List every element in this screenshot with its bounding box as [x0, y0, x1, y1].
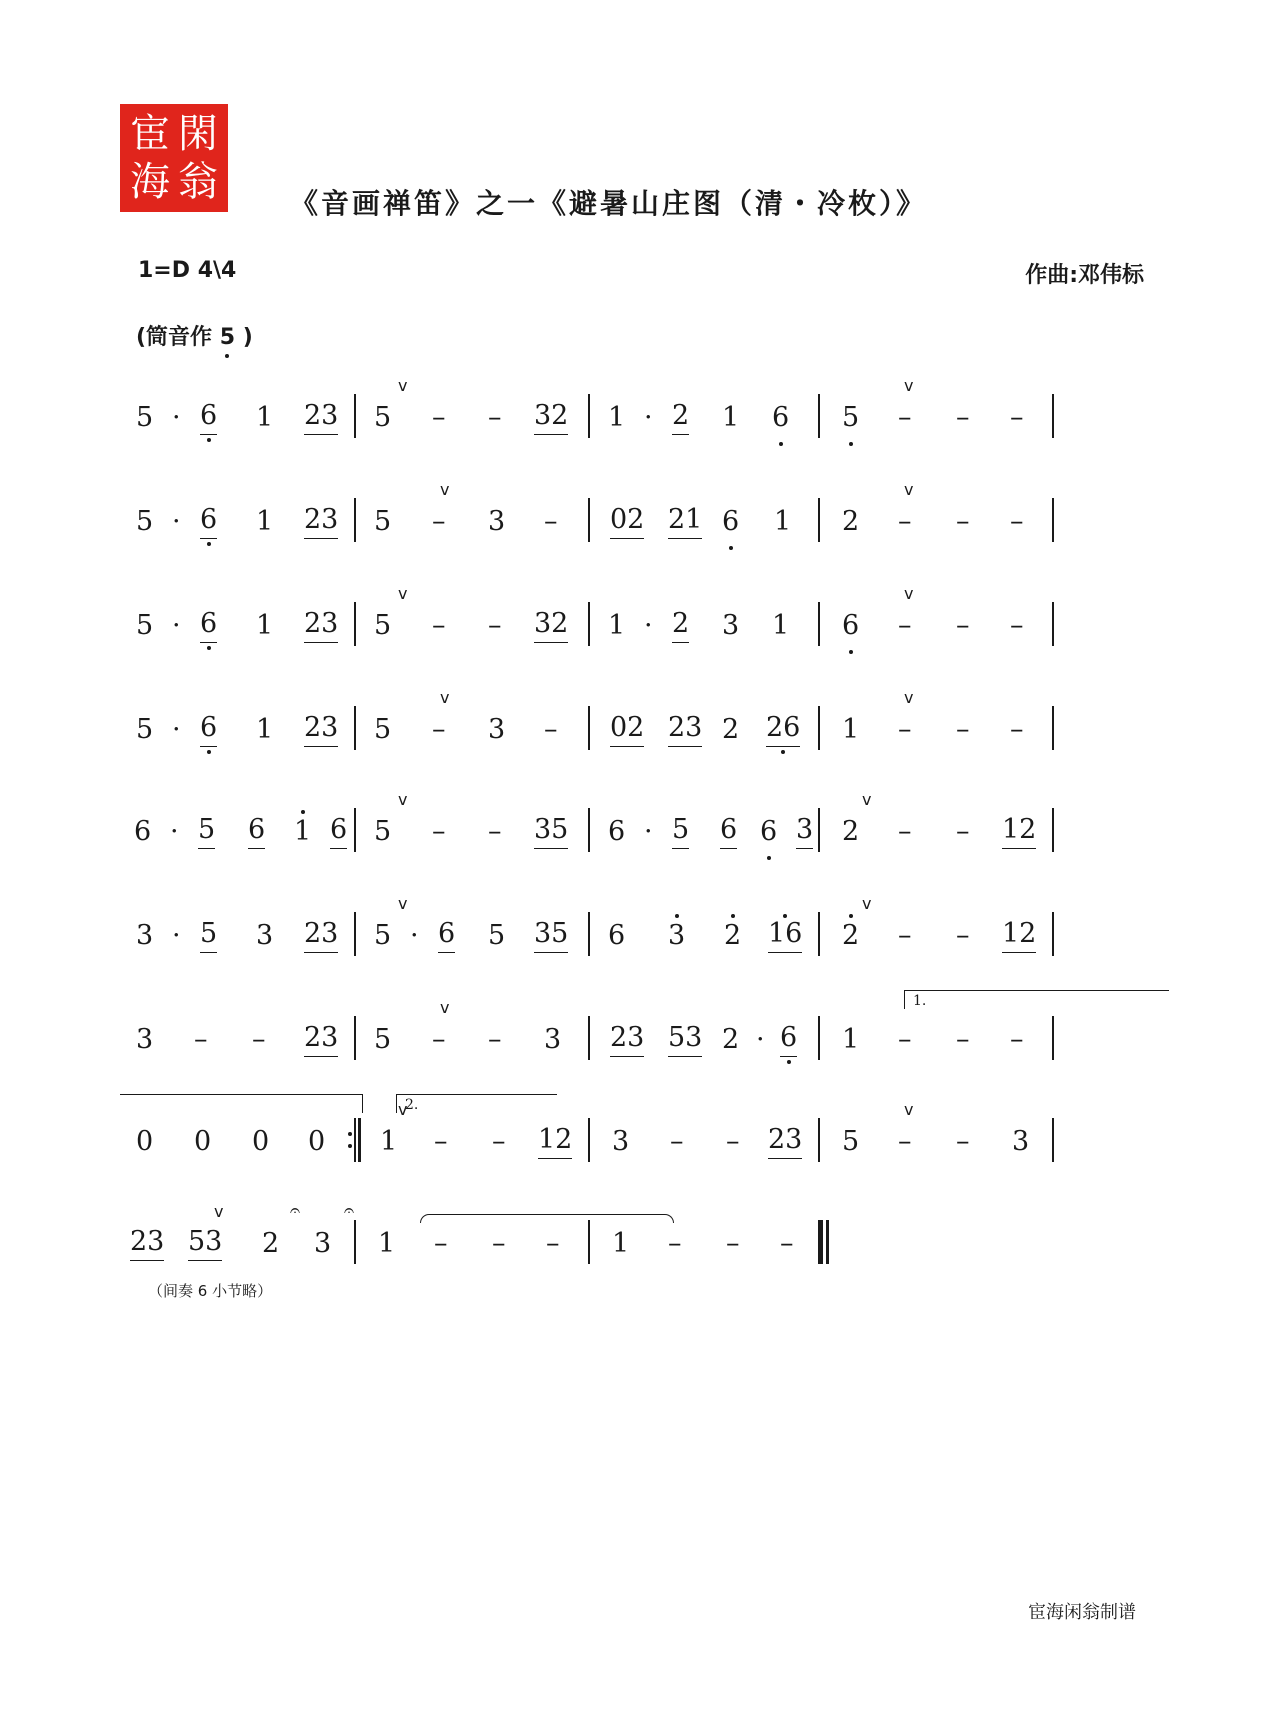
score-note: – [1010, 402, 1024, 433]
seal-char: 宦 [130, 111, 170, 157]
score-line [130, 710, 1160, 770]
bar-line [354, 602, 356, 646]
repeat-end-sign [348, 1118, 360, 1162]
score-note: 5 [374, 714, 392, 745]
score-note: 1 [612, 1228, 630, 1259]
score-note: – [956, 1126, 970, 1157]
score-note: 6 [200, 398, 217, 435]
score-note: 1 [722, 402, 740, 433]
score-note: 32 [534, 398, 568, 435]
bar-line [818, 1118, 820, 1162]
breath-mark: v [398, 584, 408, 603]
low-octave-dot [207, 438, 211, 442]
seal-stamp [120, 104, 228, 212]
score-note: 2 [262, 1228, 280, 1259]
breath-mark: v [398, 1100, 408, 1119]
score-note: 3 [796, 812, 813, 849]
page-title: 《音画禅笛》之一《避暑山庄图（清・冷枚）》 [290, 187, 928, 220]
score-note: 5 [842, 1126, 860, 1157]
score-note: 5 [136, 402, 154, 433]
score-note: – [956, 920, 970, 951]
bar-line [1052, 394, 1054, 438]
score-note: 0 [194, 1126, 212, 1157]
score-note: 6 [200, 606, 217, 643]
breath-mark: v [862, 894, 872, 913]
score-note: 23 [130, 1224, 164, 1261]
low-octave-dot [787, 1060, 791, 1064]
bar-line [1052, 808, 1054, 852]
high-octave-dot [675, 914, 679, 918]
score-note: · [170, 816, 179, 847]
score-note: 6 [720, 812, 737, 849]
fermata-icon: 𝄐 [290, 1200, 301, 1221]
score-note: – [668, 1228, 682, 1259]
score-note: 5 [488, 920, 506, 951]
score-note: 5 [374, 506, 392, 537]
score-note: 23 [304, 1020, 338, 1057]
score-note: 6 [608, 920, 626, 951]
bar-line [1052, 498, 1054, 542]
score-note: – [488, 610, 502, 641]
score-note: – [1010, 506, 1024, 537]
low-octave-dot [781, 750, 785, 754]
score-note: 3 [136, 920, 154, 951]
score-note: – [492, 1126, 506, 1157]
score-note: 5 [200, 916, 217, 953]
breath-mark: v [440, 480, 450, 499]
bar-line [818, 706, 820, 750]
score-note: 35 [534, 916, 568, 953]
score-note: – [956, 714, 970, 745]
score-note: 5 [136, 506, 154, 537]
score-note: – [546, 1228, 560, 1259]
score-note: – [956, 1024, 970, 1055]
score-note: – [898, 816, 912, 847]
score-note: 12 [1002, 916, 1036, 953]
score-note: 6 [772, 398, 789, 438]
score-note: – [1010, 714, 1024, 745]
score-line [130, 812, 1160, 872]
score-note: – [488, 816, 502, 847]
score-note: 32 [534, 606, 568, 643]
score-note: 6 [780, 1020, 797, 1057]
bar-line [588, 912, 590, 956]
tie-arc [420, 1214, 674, 1223]
score-note: 02 [610, 502, 644, 539]
score-note: – [432, 816, 446, 847]
tube-prefix: (筒音作 [136, 325, 213, 350]
score-note: · [172, 402, 181, 433]
score-note: 1 [608, 610, 626, 641]
score-note: 23 [304, 606, 338, 643]
score-note: – [488, 1024, 502, 1055]
bar-line [588, 602, 590, 646]
score-note: 1 [842, 1024, 860, 1055]
score-note: · [644, 402, 653, 433]
low-octave-dot [849, 442, 853, 446]
breath-mark: v [398, 790, 408, 809]
score-note: – [898, 1024, 912, 1055]
score-line [130, 502, 1160, 562]
score-note: 6 [134, 816, 152, 847]
score-note: 2 [672, 606, 689, 643]
breath-mark: v [904, 584, 914, 603]
bar-line [588, 394, 590, 438]
bar-line [818, 394, 820, 438]
seal-char: 翁 [178, 159, 218, 205]
score-note: · [172, 610, 181, 641]
score-note: 1 [772, 610, 790, 641]
score-line [130, 916, 1160, 976]
high-octave-dot [731, 914, 735, 918]
bar-line [354, 1016, 356, 1060]
breath-mark: v [862, 790, 872, 809]
score-note: 5 [672, 812, 689, 849]
score-note: 21 [668, 502, 702, 539]
breath-mark: v [440, 998, 450, 1017]
score-note: 1 [256, 714, 274, 745]
score-note: – [726, 1228, 740, 1259]
score-note: – [898, 402, 912, 433]
score-note: 2 [724, 916, 741, 956]
score-note: – [898, 714, 912, 745]
low-octave-dot [849, 650, 853, 654]
bar-line [588, 808, 590, 852]
score-note: 53 [668, 1020, 702, 1057]
composer-credit: 作曲:邓伟标 [1025, 263, 1144, 288]
score-note: 6 [760, 812, 777, 852]
score-note: 5 [842, 398, 859, 438]
footer-credit: 宦海闲翁制谱 [1028, 1602, 1136, 1623]
score-note: 0 [252, 1126, 270, 1157]
score-note: 1 [380, 1126, 398, 1157]
final-bar-line [820, 1220, 823, 1264]
score-note: 3 [1012, 1126, 1030, 1157]
score-note: 2 [672, 398, 689, 435]
fermata-icon: 𝄐 [344, 1200, 355, 1221]
score-note: 16 [768, 916, 802, 953]
bar-line [354, 912, 356, 956]
breath-mark: v [904, 376, 914, 395]
breath-mark: v [398, 376, 408, 395]
score-note: – [956, 610, 970, 641]
bar-line [1052, 1016, 1054, 1060]
score-note: – [432, 402, 446, 433]
score-note: – [432, 1024, 446, 1055]
score-note: 23 [610, 1020, 644, 1057]
score-note: · [172, 506, 181, 537]
score-note: 6 [608, 816, 626, 847]
score-note: 1 [608, 402, 626, 433]
score-note: 23 [304, 916, 338, 953]
score-note: – [252, 1024, 266, 1055]
score-note: – [898, 610, 912, 641]
score-note: 6 [248, 812, 265, 849]
score-note: – [956, 816, 970, 847]
bar-line [354, 1220, 356, 1264]
score-note: 6 [330, 812, 347, 849]
low-octave-dot [207, 750, 211, 754]
breath-mark: v [398, 894, 408, 913]
bar-line [1052, 1118, 1054, 1162]
score-note: · [172, 920, 181, 951]
breath-mark: v [904, 480, 914, 499]
volta-first-ending [904, 990, 1169, 1009]
score-note: 3 [136, 1024, 154, 1055]
bar-line [1052, 602, 1054, 646]
score-note: – [492, 1228, 506, 1259]
final-bar-line [826, 1220, 829, 1264]
high-octave-dot [849, 914, 853, 918]
key-time-signature [138, 258, 236, 283]
high-octave-dot [301, 810, 305, 814]
score-note: 23 [304, 710, 338, 747]
score-note: 6 [200, 710, 217, 747]
score-note: – [194, 1024, 208, 1055]
bar-line [818, 498, 820, 542]
score-note: – [780, 1228, 794, 1259]
score-note: 3 [488, 714, 506, 745]
score-note: 0 [136, 1126, 154, 1157]
score-note: 23 [768, 1122, 802, 1159]
score-line [130, 398, 1160, 458]
score-note: 3 [722, 610, 740, 641]
score-note: · [410, 920, 419, 951]
score-note: 3 [314, 1228, 332, 1259]
score-note: 5 [136, 714, 154, 745]
score-line [130, 606, 1160, 666]
bar-line [588, 1220, 590, 1264]
score-note: 2 [842, 916, 859, 956]
score-note: – [434, 1126, 448, 1157]
bar-line [588, 706, 590, 750]
score-note: 2 [722, 714, 740, 745]
score-line [130, 1020, 1160, 1080]
low-octave-dot [207, 542, 211, 546]
score-note: 2 [722, 1024, 740, 1055]
score-note: – [670, 1126, 684, 1157]
score-note: 6 [842, 606, 859, 646]
score-note: 1 [378, 1228, 396, 1259]
score-note: 6 [438, 916, 455, 953]
low-octave-dot [767, 856, 771, 860]
score-note: 26 [766, 710, 800, 747]
low-octave-dot [207, 646, 211, 650]
score-note: – [898, 920, 912, 951]
score-note: 1 [294, 812, 311, 852]
score-note: 3 [488, 506, 506, 537]
score-note: · [172, 714, 181, 745]
score-note: 5 [374, 920, 392, 951]
score-note: 5 [136, 610, 154, 641]
bar-line [818, 1016, 820, 1060]
score-note: 5 [374, 402, 392, 433]
bar-line [818, 912, 820, 956]
score-note: – [898, 1126, 912, 1157]
score-note: 35 [534, 812, 568, 849]
bar-line [354, 808, 356, 852]
score-note: – [956, 506, 970, 537]
score-note: – [726, 1126, 740, 1157]
score-note: 5 [374, 816, 392, 847]
score-note: 3 [544, 1024, 562, 1055]
score-note: 5 [374, 1024, 392, 1055]
tube-tone-note [136, 320, 253, 351]
bar-line [588, 1016, 590, 1060]
score-note: 02 [610, 710, 644, 747]
score-note: 6 [722, 502, 739, 542]
score-note: 12 [1002, 812, 1036, 849]
volta-number: 1. [913, 993, 927, 1009]
score-note: – [432, 714, 446, 745]
tube-suffix: ) [242, 325, 253, 350]
key-signature: 1=D [138, 258, 191, 283]
breath-mark: v [440, 688, 450, 707]
score-note: 23 [304, 398, 338, 435]
score-note: 3 [612, 1126, 630, 1157]
score-note: – [544, 714, 558, 745]
time-signature: 4\4 [197, 258, 237, 283]
score-note: · [756, 1024, 765, 1055]
score-note: 1 [842, 714, 860, 745]
score-note: · [644, 816, 653, 847]
bar-line [354, 498, 356, 542]
bar-line [354, 706, 356, 750]
score-note: 3 [668, 916, 685, 956]
low-octave-dot [729, 546, 733, 550]
score-note: – [488, 402, 502, 433]
high-octave-dot [783, 914, 787, 918]
score-note: – [898, 506, 912, 537]
seal-char: 閑 [178, 111, 218, 157]
score-note: 1 [256, 402, 274, 433]
score-note: – [956, 402, 970, 433]
score-note: – [544, 506, 558, 537]
breath-mark: v [904, 688, 914, 707]
volta-number: 2. [405, 1097, 419, 1113]
seal-char: 海 [130, 159, 170, 205]
score-line [130, 1224, 1160, 1284]
breath-mark: v [904, 1100, 914, 1119]
score-note: – [1010, 610, 1024, 641]
score-note: · [644, 610, 653, 641]
score-note: 1 [774, 506, 792, 537]
score-note: 6 [200, 502, 217, 539]
score-note: 23 [304, 502, 338, 539]
score-note: 23 [668, 710, 702, 747]
bar-line [588, 1118, 590, 1162]
bar-line [1052, 706, 1054, 750]
score-note: – [432, 506, 446, 537]
bar-line [818, 602, 820, 646]
bar-line [354, 394, 356, 438]
score-line [130, 1122, 1160, 1182]
score-note: 2 [842, 816, 860, 847]
bar-line [588, 498, 590, 542]
score-note: – [1010, 1024, 1024, 1055]
score-note: 3 [256, 920, 274, 951]
breath-mark: v [214, 1202, 224, 1221]
low-octave-dot [779, 442, 783, 446]
score-note: 1 [256, 506, 274, 537]
volta-first-ending-cont [120, 1094, 363, 1113]
interlude-note: （间奏 6 小节略） [148, 1282, 273, 1300]
score-note: – [434, 1228, 448, 1259]
bar-line [818, 808, 820, 852]
score-note: 2 [842, 506, 860, 537]
score-note: 5 [198, 812, 215, 849]
score-note: 12 [538, 1122, 572, 1159]
score-note: 53 [188, 1224, 222, 1261]
bar-line [1052, 912, 1054, 956]
score-note: 5 [374, 610, 392, 641]
tube-note: 5 [219, 325, 236, 350]
volta-second-ending [396, 1094, 557, 1113]
score-note: 0 [308, 1126, 326, 1157]
score-note: – [432, 610, 446, 641]
score-note: 1 [256, 610, 274, 641]
